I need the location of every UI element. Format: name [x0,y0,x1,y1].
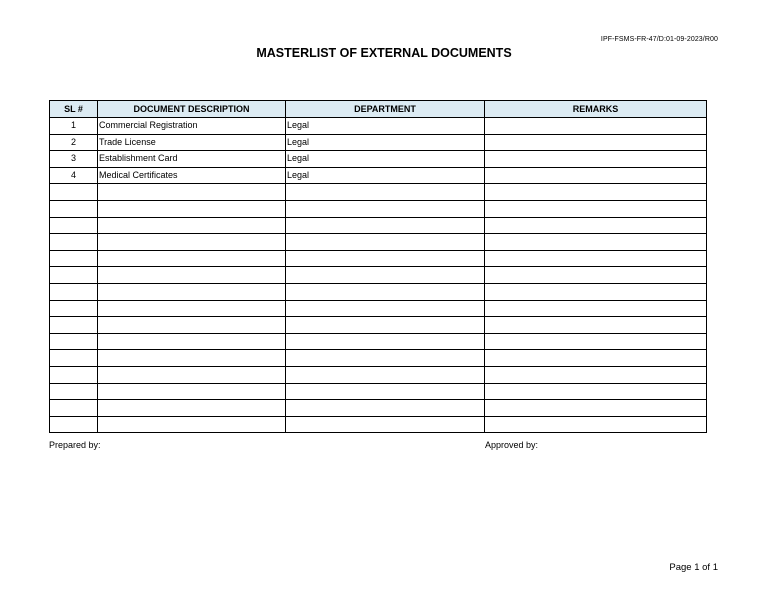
cell-department [286,234,485,251]
cell-remarks [485,283,707,300]
table-row [50,151,707,168]
cell-sl [50,383,98,400]
cell-description [98,267,286,284]
cell-sl [50,400,98,417]
cell-remarks [485,383,707,400]
cell-sl [50,350,98,367]
cell-description [98,416,286,433]
cell-department [286,416,485,433]
cell-description [98,317,286,334]
cell-department [286,317,485,334]
cell-description [98,184,286,201]
cell-remarks [485,184,707,201]
cell-sl [50,267,98,284]
cell-remarks [485,267,707,284]
table-row [50,333,707,350]
documents-table [49,100,707,433]
table-row [50,400,707,417]
cell-department [286,400,485,417]
document-title: MASTERLIST OF EXTERNAL DOCUMENTS [256,46,512,60]
cell-remarks [485,350,707,367]
cell-department [286,267,485,284]
cell-sl [50,250,98,267]
cell-sl: 1 [50,118,98,135]
cell-sl [50,317,98,334]
cell-sl [50,234,98,251]
cell-sl [50,283,98,300]
cell-remarks [485,416,707,433]
cell-remarks [485,167,707,184]
cell-sl [50,200,98,217]
document-reference-code: IPF-FSMS-FR-47/D:01-09-2023/R00 [600,36,718,43]
prepared-by-label: Prepared by: [49,440,101,450]
table-row [50,383,707,400]
cell-sl [50,416,98,433]
cell-description [98,250,286,267]
table-row [50,317,707,334]
table-row [50,250,707,267]
table-row [50,366,707,383]
cell-sl [50,333,98,350]
header-department: DEPARTMENT [286,101,485,118]
cell-description [98,400,286,417]
header-remarks: REMARKS [485,101,707,118]
table-row [50,134,707,151]
table-row [50,350,707,367]
cell-department [286,366,485,383]
cell-remarks [485,151,707,168]
cell-remarks [485,400,707,417]
cell-description: Establishment Card [98,151,286,168]
cell-department: Legal [286,134,485,151]
cell-remarks [485,366,707,383]
cell-description [98,283,286,300]
table-header-row [50,101,707,118]
cell-department: Legal [286,167,485,184]
table-row [50,184,707,201]
table-row [50,200,707,217]
approved-by-label: Approved by: [485,440,539,450]
cell-remarks [485,217,707,234]
cell-sl: 3 [50,151,98,168]
table-row [50,167,707,184]
table-row [50,300,707,317]
table-row [50,234,707,251]
table-row [50,118,707,135]
cell-remarks [485,317,707,334]
cell-description: Medical Certificates [98,167,286,184]
cell-department [286,300,485,317]
cell-remarks [485,300,707,317]
cell-remarks [485,250,707,267]
cell-description [98,366,286,383]
cell-department: Legal [286,151,485,168]
cell-department [286,383,485,400]
table-row [50,267,707,284]
cell-sl [50,217,98,234]
cell-department [286,250,485,267]
cell-department [286,200,485,217]
cell-description [98,350,286,367]
cell-department [286,184,485,201]
cell-description: Trade License [98,134,286,151]
table-row [50,416,707,433]
cell-remarks [485,118,707,135]
cell-sl [50,366,98,383]
cell-department [286,217,485,234]
cell-description [98,217,286,234]
page-number: Page 1 of 1 [669,562,718,573]
cell-description [98,383,286,400]
table-row [50,283,707,300]
cell-sl: 4 [50,167,98,184]
cell-department: Legal [286,118,485,135]
cell-remarks [485,234,707,251]
cell-department [286,350,485,367]
cell-remarks [485,200,707,217]
cell-remarks [485,134,707,151]
cell-sl [50,184,98,201]
cell-sl: 2 [50,134,98,151]
cell-department [286,333,485,350]
cell-description [98,200,286,217]
table-row [50,217,707,234]
cell-remarks [485,333,707,350]
cell-description [98,333,286,350]
cell-description [98,234,286,251]
cell-department [286,283,485,300]
header-document-description: DOCUMENT DESCRIPTION [98,101,286,118]
cell-sl [50,300,98,317]
header-sl: SL # [50,101,98,118]
cell-description [98,300,286,317]
cell-description: Commercial Registration [98,118,286,135]
